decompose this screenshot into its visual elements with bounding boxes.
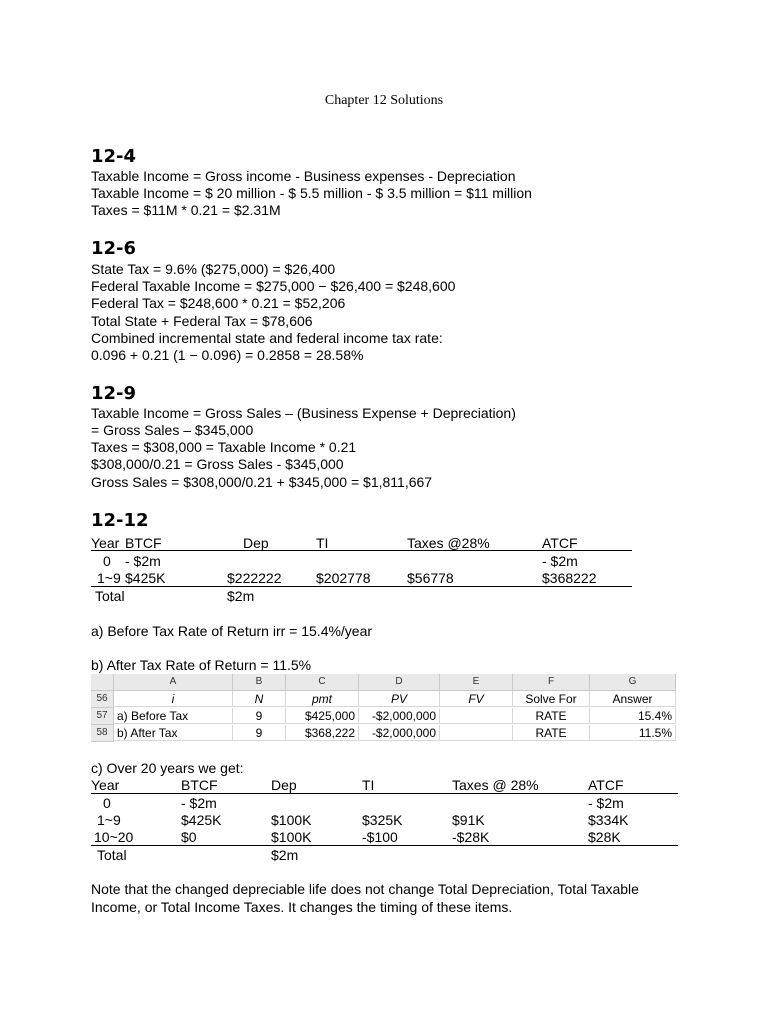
text-line: Gross Sales = $308,000/0.21 + $345,000 = $1,811,667 <box>91 474 433 490</box>
spreadsheet-cell: RATE <box>513 708 590 724</box>
table-header: Dep <box>243 535 269 551</box>
table-header: Dep <box>271 777 297 793</box>
spreadsheet-cell: b) After Tax <box>114 725 233 741</box>
text-line: Taxes = $11M * 0.21 = $2.31M <box>91 202 281 218</box>
text-line: = Gross Sales – $345,000 <box>91 422 254 438</box>
spreadsheet-cell: 15.4% <box>590 708 676 724</box>
text-line: Federal Taxable Income = $275,000 − $26,400 = $248,600 <box>91 278 456 294</box>
table-header: ATCF <box>542 535 578 551</box>
text-line: Combined incremental state and federal income tax rate: <box>91 330 443 346</box>
table-cell: - $2m <box>181 795 217 811</box>
column-header: E <box>440 674 513 691</box>
text-line: b) After Tax Rate of Return = 11.5% <box>91 657 312 673</box>
table-cell: $100K <box>271 829 312 845</box>
spreadsheet-cell: 9 <box>233 725 286 741</box>
spreadsheet-cell: a) Before Tax <box>114 708 233 724</box>
row-number: 57 <box>91 708 114 725</box>
spreadsheet-cell: 11.5% <box>590 725 676 741</box>
spreadsheet-cell: Answer <box>590 691 676 707</box>
table-cell: $2m <box>271 847 299 863</box>
table-cell: $91K <box>452 812 485 828</box>
table-cell: $100K <box>271 812 312 828</box>
table-cell: $0 <box>181 829 197 845</box>
table-cell: $368222 <box>542 570 597 586</box>
spreadsheet-cell: pmt <box>286 691 359 707</box>
table-cell: Total <box>95 588 125 604</box>
table-cell: - $2m <box>588 795 624 811</box>
spreadsheet-corner <box>91 674 114 691</box>
spreadsheet-cell: -$2,000,000 <box>359 708 440 724</box>
text-line: Taxes = $308,000 = Taxable Income * 0.21 <box>91 439 357 455</box>
table-header: Year <box>91 535 120 551</box>
table-cell: Total <box>97 847 127 863</box>
table-cell: $425K <box>181 812 222 828</box>
spreadsheet-cell: -$2,000,000 <box>359 725 440 741</box>
text-line: Taxable Income = $ 20 million - $ 5.5 million - $ 3.5 million = $11 million <box>91 185 532 201</box>
section-heading-12-12: 12-12 <box>91 510 149 531</box>
table-rule <box>91 586 632 587</box>
table-cell: $222222 <box>227 570 282 586</box>
page-title: Chapter 12 Solutions <box>324 93 444 108</box>
spreadsheet-cell: 9 <box>233 708 286 724</box>
table-rule <box>91 793 678 794</box>
row-number: 56 <box>91 691 114 708</box>
table-cell: - $2m <box>542 553 578 569</box>
table-rule <box>91 845 678 846</box>
text-line: $308,000/0.21 = Gross Sales - $345,000 <box>91 456 344 472</box>
text-line: a) Before Tax Rate of Return irr = 15.4%/year <box>91 623 373 639</box>
section-heading-12-9: 12-9 <box>91 383 137 404</box>
text-line: c) Over 20 years we get: <box>91 760 244 776</box>
spreadsheet-cell: $368,222 <box>286 725 359 741</box>
text-line: Total State + Federal Tax = $78,606 <box>91 313 313 329</box>
table-header: Taxes @28% <box>407 535 490 551</box>
section-heading-12-4: 12-4 <box>91 146 137 167</box>
table-cell: 1~9 <box>97 812 121 828</box>
table-header: TI <box>362 777 375 793</box>
table-header: Year <box>91 777 120 793</box>
table-header: BTCF <box>125 535 162 551</box>
table-cell: $202778 <box>316 570 371 586</box>
spreadsheet-cell: i <box>114 691 233 707</box>
table-cell: $2m <box>227 588 255 604</box>
spreadsheet-cell <box>440 725 513 741</box>
table-cell: -$28K <box>452 829 490 845</box>
column-header: D <box>359 674 440 691</box>
column-header: G <box>590 674 676 691</box>
spreadsheet-cell: PV <box>359 691 440 707</box>
table-cell: 1~9 <box>97 570 121 586</box>
spreadsheet-cell: RATE <box>513 725 590 741</box>
table-cell: $56778 <box>407 570 454 586</box>
table-cell: 0 <box>103 553 111 569</box>
table-header: Taxes @ 28% <box>452 777 539 793</box>
spreadsheet-cell: N <box>233 691 286 707</box>
table-cell: $325K <box>362 812 403 828</box>
text-line: State Tax = 9.6% ($275,000) = $26,400 <box>91 261 336 277</box>
spreadsheet-cell: FV <box>440 691 513 707</box>
table-cell: -$100 <box>362 829 398 845</box>
column-header: F <box>513 674 590 691</box>
section-heading-12-6: 12-6 <box>91 238 137 259</box>
column-header: A <box>114 674 233 691</box>
table-header: TI <box>316 535 329 551</box>
table-header: ATCF <box>588 777 624 793</box>
table-cell: 0 <box>103 795 111 811</box>
column-header: C <box>286 674 359 691</box>
text-line: Federal Tax = $248,600 * 0.21 = $52,206 <box>91 295 346 311</box>
spreadsheet-cell: $425,000 <box>286 708 359 724</box>
table-cell: - $2m <box>125 553 161 569</box>
text-line: 0.096 + 0.21 (1 − 0.096) = 0.2858 = 28.58% <box>91 347 364 363</box>
note-line: Note that the changed depreciable life does not change Total Depreciation, Total Taxable <box>91 881 639 897</box>
text-line: Taxable Income = Gross Sales – (Business Expense + Depreciation) <box>91 405 516 421</box>
spreadsheet-cell: Solve For <box>513 691 590 707</box>
table-cell: $28K <box>588 829 621 845</box>
spreadsheet-excerpt <box>91 674 676 742</box>
row-number: 58 <box>91 725 114 742</box>
table-header: BTCF <box>181 777 218 793</box>
table-cell: 10~20 <box>94 829 134 845</box>
spreadsheet-cell <box>440 708 513 724</box>
column-header: B <box>233 674 286 691</box>
table-rule <box>91 550 632 551</box>
table-cell: $425K <box>125 570 166 586</box>
table-cell: $334K <box>588 812 629 828</box>
text-line: Taxable Income = Gross income - Business expenses - Depreciation <box>91 168 516 184</box>
note-line: Income, or Total Income Taxes. It changes the timing of these items. <box>91 899 513 915</box>
